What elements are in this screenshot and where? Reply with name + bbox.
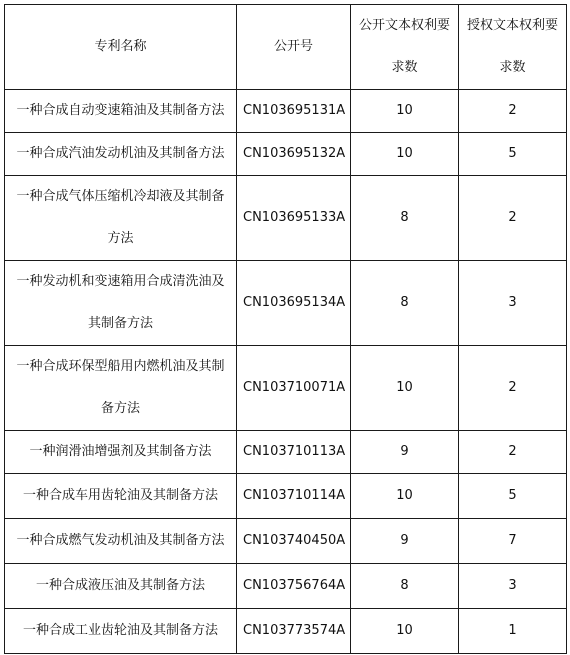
published-claims-cell: 8	[351, 176, 459, 261]
granted-claims-cell: 1	[459, 609, 567, 654]
patent-name-cell: 一种合成环保型船用内燃机油及其制备方法	[5, 346, 237, 431]
table-row	[5, 90, 567, 133]
table-row	[5, 261, 567, 346]
publication-number-cell: CN103695133A	[237, 176, 351, 261]
publication-number-cell: CN103695131A	[237, 90, 351, 133]
header-row	[5, 5, 567, 90]
published-claims-cell: 10	[351, 346, 459, 431]
patent-name-cell: 一种发动机和变速箱用合成清洗油及其制备方法	[5, 261, 237, 346]
published-claims-cell: 8	[351, 261, 459, 346]
table-row	[5, 609, 567, 654]
table-row	[5, 431, 567, 474]
table-row	[5, 564, 567, 609]
published-claims-cell: 9	[351, 519, 459, 564]
table-header	[5, 5, 567, 90]
granted-claims-cell: 3	[459, 261, 567, 346]
table-body	[5, 90, 567, 654]
granted-claims-cell: 7	[459, 519, 567, 564]
publication-number-cell: CN103710113A	[237, 431, 351, 474]
header-patent-name: 专利名称	[5, 5, 237, 90]
patent-name-cell: 一种合成自动变速箱油及其制备方法	[5, 90, 237, 133]
table-row	[5, 519, 567, 564]
published-claims-cell: 8	[351, 564, 459, 609]
patent-name-cell: 一种合成液压油及其制备方法	[5, 564, 237, 609]
published-claims-cell: 10	[351, 474, 459, 519]
granted-claims-cell: 5	[459, 133, 567, 176]
publication-number-cell: CN103740450A	[237, 519, 351, 564]
header-granted-claims-count: 授权文本权利要求数	[459, 5, 567, 90]
header-published-claims-count: 公开文本权利要求数	[351, 5, 459, 90]
publication-number-cell: CN103695132A	[237, 133, 351, 176]
patent-name-cell: 一种合成车用齿轮油及其制备方法	[5, 474, 237, 519]
patent-name-cell: 一种合成汽油发动机油及其制备方法	[5, 133, 237, 176]
patent-name-cell: 一种润滑油增强剂及其制备方法	[5, 431, 237, 474]
published-claims-cell: 10	[351, 90, 459, 133]
header-publication-number: 公开号	[237, 5, 351, 90]
table-row	[5, 133, 567, 176]
granted-claims-cell: 5	[459, 474, 567, 519]
publication-number-cell: CN103710071A	[237, 346, 351, 431]
published-claims-cell: 10	[351, 609, 459, 654]
granted-claims-cell: 2	[459, 431, 567, 474]
patent-claims-table	[4, 4, 567, 654]
publication-number-cell: CN103756764A	[237, 564, 351, 609]
granted-claims-cell: 2	[459, 176, 567, 261]
table-row	[5, 474, 567, 519]
patent-name-cell: 一种合成工业齿轮油及其制备方法	[5, 609, 237, 654]
table-row	[5, 176, 567, 261]
published-claims-cell: 10	[351, 133, 459, 176]
granted-claims-cell: 2	[459, 346, 567, 431]
published-claims-cell: 9	[351, 431, 459, 474]
granted-claims-cell: 3	[459, 564, 567, 609]
publication-number-cell: CN103710114A	[237, 474, 351, 519]
patent-name-cell: 一种合成燃气发动机油及其制备方法	[5, 519, 237, 564]
table-row	[5, 346, 567, 431]
publication-number-cell: CN103773574A	[237, 609, 351, 654]
granted-claims-cell: 2	[459, 90, 567, 133]
publication-number-cell: CN103695134A	[237, 261, 351, 346]
patent-name-cell: 一种合成气体压缩机冷却液及其制备方法	[5, 176, 237, 261]
